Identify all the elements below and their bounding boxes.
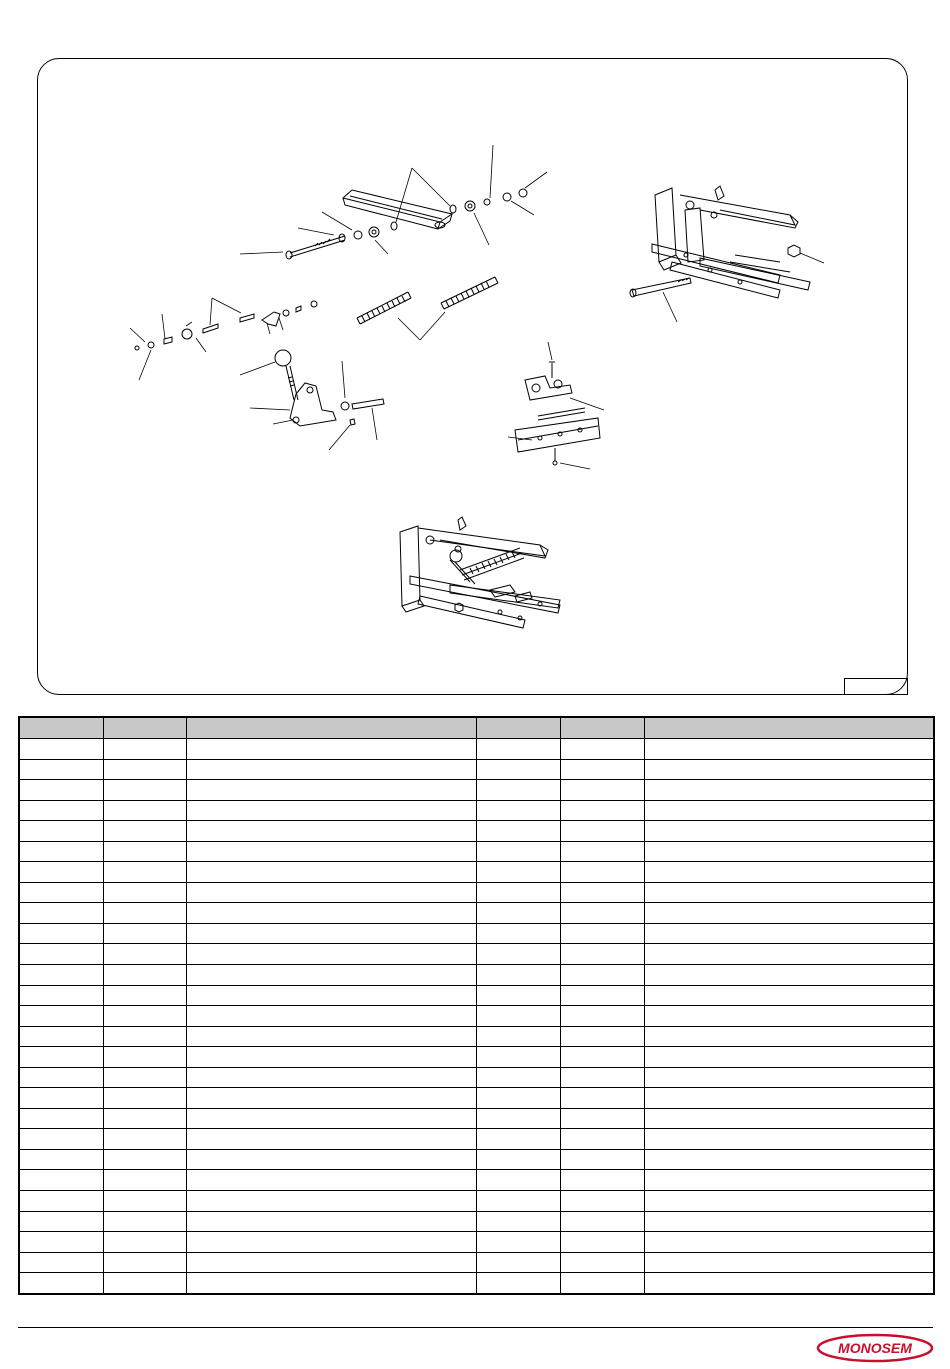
reference-code-box xyxy=(844,678,908,695)
table-cell xyxy=(103,800,186,821)
table-cell xyxy=(186,821,476,842)
table-cell xyxy=(19,841,103,862)
table-cell xyxy=(644,739,934,760)
table-cell xyxy=(644,1026,934,1047)
col-header xyxy=(186,717,476,739)
table-cell xyxy=(560,1252,644,1273)
table-cell xyxy=(560,1047,644,1068)
brand-logo xyxy=(816,1333,934,1363)
table-cell xyxy=(560,739,644,760)
table-cell xyxy=(560,1273,644,1294)
table-cell xyxy=(103,903,186,924)
table-cell xyxy=(560,985,644,1006)
table-cell xyxy=(103,1232,186,1253)
table-row xyxy=(19,1067,934,1088)
table-cell xyxy=(19,1232,103,1253)
table-cell xyxy=(186,800,476,821)
table-cell xyxy=(644,903,934,924)
table-cell xyxy=(476,903,560,924)
table-cell xyxy=(560,780,644,801)
table-cell xyxy=(186,1067,476,1088)
table-cell xyxy=(476,1211,560,1232)
table-cell xyxy=(644,1088,934,1109)
washer-set-left xyxy=(339,222,397,242)
leader-lines-lever xyxy=(240,361,377,450)
table-cell xyxy=(19,1006,103,1027)
table-cell xyxy=(476,1006,560,1027)
table-cell xyxy=(103,965,186,986)
table-cell xyxy=(560,944,644,965)
table-cell xyxy=(644,1211,934,1232)
table-cell xyxy=(103,1211,186,1232)
table-cell xyxy=(476,985,560,1006)
table-row xyxy=(19,739,934,760)
table-cell xyxy=(186,1088,476,1109)
table-cell xyxy=(644,882,934,903)
table-row xyxy=(19,800,934,821)
table-row xyxy=(19,1191,934,1212)
table-cell xyxy=(19,821,103,842)
table-cell xyxy=(186,1149,476,1170)
table-cell xyxy=(103,1067,186,1088)
table-cell xyxy=(103,862,186,883)
table-row xyxy=(19,965,934,986)
table-cell xyxy=(476,1232,560,1253)
table-cell xyxy=(19,1211,103,1232)
table-cell xyxy=(644,1108,934,1129)
bracket-assembly xyxy=(515,362,600,465)
table-cell xyxy=(186,1108,476,1129)
table-cell xyxy=(103,821,186,842)
leader-lines-frame xyxy=(663,253,824,322)
table-cell xyxy=(103,1047,186,1068)
table-cell xyxy=(560,1170,644,1191)
table-cell xyxy=(476,780,560,801)
col-header xyxy=(103,717,186,739)
table-cell xyxy=(560,821,644,842)
table-cell xyxy=(186,923,476,944)
table-row xyxy=(19,1129,934,1150)
table-cell xyxy=(186,985,476,1006)
table-cell xyxy=(186,1252,476,1273)
table-cell xyxy=(19,800,103,821)
table-cell xyxy=(476,821,560,842)
table-cell xyxy=(103,1129,186,1150)
table-cell xyxy=(476,923,560,944)
table-cell xyxy=(476,965,560,986)
table-cell xyxy=(560,965,644,986)
table-cell xyxy=(560,903,644,924)
table-cell xyxy=(103,882,186,903)
table-cell xyxy=(560,1191,644,1212)
table-row xyxy=(19,821,934,842)
leader-lines-bracket xyxy=(508,342,604,469)
table-cell xyxy=(476,1129,560,1150)
table-cell xyxy=(644,841,934,862)
table-cell xyxy=(186,1191,476,1212)
bar-assembly-top xyxy=(343,190,452,229)
table-cell xyxy=(186,965,476,986)
table-cell xyxy=(103,841,186,862)
table-cell xyxy=(644,1252,934,1273)
table-cell xyxy=(186,1047,476,1068)
table-cell xyxy=(644,780,934,801)
table-cell xyxy=(476,800,560,821)
table-cell xyxy=(186,1211,476,1232)
table-cell xyxy=(103,780,186,801)
table-cell xyxy=(103,1252,186,1273)
table-cell xyxy=(19,1067,103,1088)
table-cell xyxy=(560,1067,644,1088)
table-cell xyxy=(644,1067,934,1088)
table-row xyxy=(19,1273,934,1294)
table-cell xyxy=(560,1129,644,1150)
table-cell xyxy=(644,759,934,780)
table-cell xyxy=(19,944,103,965)
table-row xyxy=(19,944,934,965)
logo-text: MONOSEM xyxy=(838,1340,912,1356)
table-cell xyxy=(103,1170,186,1191)
table-cell xyxy=(103,1026,186,1047)
table-cell xyxy=(476,1252,560,1273)
table-cell xyxy=(19,903,103,924)
table-row xyxy=(19,1149,934,1170)
frame-assembly-right xyxy=(630,186,810,298)
footer-rule xyxy=(18,1327,933,1328)
table-header-row xyxy=(19,717,934,739)
table-cell xyxy=(560,1088,644,1109)
table-row xyxy=(19,1211,934,1232)
table-cell xyxy=(644,1129,934,1150)
table-cell xyxy=(186,1129,476,1150)
table-row xyxy=(19,1170,934,1191)
parts-table-body xyxy=(19,739,934,1295)
table-cell xyxy=(476,1026,560,1047)
table-row xyxy=(19,1006,934,1027)
table-cell xyxy=(103,1191,186,1212)
table-cell xyxy=(560,759,644,780)
table-cell xyxy=(644,1047,934,1068)
table-cell xyxy=(476,759,560,780)
table-cell xyxy=(644,1232,934,1253)
table-cell xyxy=(103,739,186,760)
table-cell xyxy=(19,862,103,883)
table-cell xyxy=(186,780,476,801)
table-cell xyxy=(19,1170,103,1191)
table-cell xyxy=(19,985,103,1006)
table-row xyxy=(19,1232,934,1253)
bolt-shaft-left xyxy=(286,236,345,259)
col-header xyxy=(644,717,934,739)
table-cell xyxy=(186,862,476,883)
table-cell xyxy=(476,1149,560,1170)
table-row xyxy=(19,923,934,944)
table-cell xyxy=(560,1006,644,1027)
table-cell xyxy=(644,821,934,842)
col-header xyxy=(19,717,103,739)
table-cell xyxy=(186,882,476,903)
table-cell xyxy=(186,1026,476,1047)
table-cell xyxy=(103,1006,186,1027)
table-cell xyxy=(476,1191,560,1212)
table-cell xyxy=(103,1108,186,1129)
washer-set-right xyxy=(450,189,527,213)
table-cell xyxy=(560,1149,644,1170)
table-row xyxy=(19,1108,934,1129)
table-cell xyxy=(560,862,644,883)
table-cell xyxy=(644,800,934,821)
table-cell xyxy=(476,739,560,760)
table-cell xyxy=(476,1170,560,1191)
table-cell xyxy=(103,944,186,965)
table-cell xyxy=(560,800,644,821)
table-cell xyxy=(186,1170,476,1191)
table-row xyxy=(19,759,934,780)
table-cell xyxy=(186,841,476,862)
table-cell xyxy=(19,1273,103,1294)
table-cell xyxy=(19,739,103,760)
parts-table xyxy=(18,716,935,1295)
table-cell xyxy=(103,923,186,944)
table-cell xyxy=(19,1252,103,1273)
table-cell xyxy=(19,759,103,780)
lever-assembly xyxy=(275,350,384,426)
table-cell xyxy=(19,1088,103,1109)
table-cell xyxy=(560,882,644,903)
table-cell xyxy=(476,862,560,883)
table-cell xyxy=(644,985,934,1006)
table-cell xyxy=(476,1067,560,1088)
table-cell xyxy=(103,1149,186,1170)
table-cell xyxy=(19,1191,103,1212)
table-cell xyxy=(186,759,476,780)
table-cell xyxy=(644,1170,934,1191)
table-cell xyxy=(19,780,103,801)
col-header xyxy=(560,717,644,739)
table-cell xyxy=(19,1026,103,1047)
table-cell xyxy=(476,841,560,862)
table-cell xyxy=(644,923,934,944)
table-cell xyxy=(186,1006,476,1027)
col-header xyxy=(476,717,560,739)
table-row xyxy=(19,1252,934,1273)
table-cell xyxy=(19,1149,103,1170)
table-cell xyxy=(19,882,103,903)
table-row xyxy=(19,903,934,924)
hardware-left xyxy=(135,324,218,350)
table-row xyxy=(19,1047,934,1068)
table-cell xyxy=(103,1088,186,1109)
table-cell xyxy=(560,1026,644,1047)
table-cell xyxy=(644,965,934,986)
table-cell xyxy=(644,1149,934,1170)
table-cell xyxy=(19,965,103,986)
spring-right xyxy=(441,277,498,309)
hardware-mid-left xyxy=(240,301,317,326)
table-row xyxy=(19,841,934,862)
table-cell xyxy=(186,1232,476,1253)
table-row xyxy=(19,985,934,1006)
table-cell xyxy=(644,944,934,965)
table-cell xyxy=(19,1129,103,1150)
table-row xyxy=(19,780,934,801)
table-cell xyxy=(476,1273,560,1294)
table-cell xyxy=(103,1273,186,1294)
assembled-view xyxy=(400,517,560,628)
table-cell xyxy=(644,1006,934,1027)
table-cell xyxy=(186,1273,476,1294)
table-cell xyxy=(644,1191,934,1212)
table-cell xyxy=(19,1108,103,1129)
table-cell xyxy=(186,944,476,965)
table-cell xyxy=(103,759,186,780)
table-row xyxy=(19,862,934,883)
table-cell xyxy=(560,1211,644,1232)
table-cell xyxy=(644,862,934,883)
table-cell xyxy=(476,1108,560,1129)
table-row xyxy=(19,882,934,903)
table-cell xyxy=(19,1047,103,1068)
table-row xyxy=(19,1088,934,1109)
table-cell xyxy=(103,985,186,1006)
table-cell xyxy=(476,1047,560,1068)
spring-left xyxy=(357,292,411,324)
table-cell xyxy=(19,923,103,944)
table-cell xyxy=(560,841,644,862)
table-cell xyxy=(186,739,476,760)
table-cell xyxy=(476,882,560,903)
table-cell xyxy=(186,903,476,924)
table-cell xyxy=(560,1108,644,1129)
table-cell xyxy=(560,1232,644,1253)
table-cell xyxy=(644,1273,934,1294)
table-cell xyxy=(560,923,644,944)
table-cell xyxy=(476,1088,560,1109)
table-row xyxy=(19,1026,934,1047)
table-cell xyxy=(476,944,560,965)
